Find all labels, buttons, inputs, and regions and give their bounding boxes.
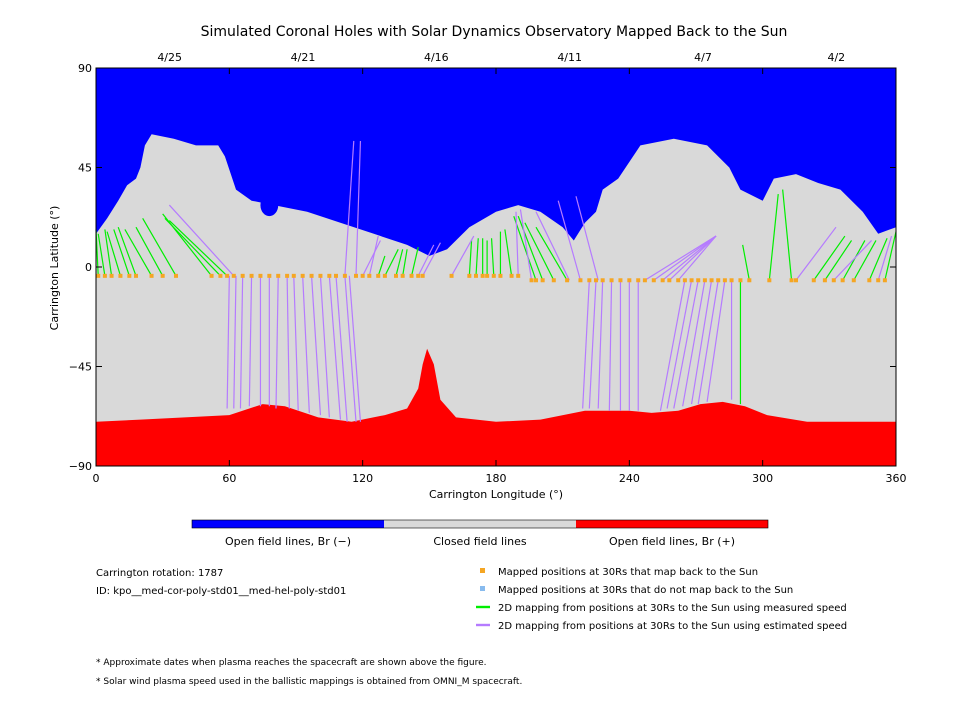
mapped-position-point (594, 278, 598, 282)
footnote-dates: * Approximate dates when plasma reaches the spacecraft are shown above the figure. (96, 658, 487, 668)
date-label: 4/21 (290, 51, 316, 64)
mapped-position-point (587, 278, 591, 282)
mapped-position-point (541, 278, 545, 282)
mapped-position-point (683, 278, 687, 282)
mapped-position-point (118, 274, 122, 278)
mapped-position-point (474, 274, 478, 278)
mapped-position-point (258, 274, 262, 278)
x-axis-label: Carrington Longitude (°) (428, 488, 564, 501)
mapped-position-point (516, 274, 520, 278)
mapped-position-point (285, 274, 289, 278)
colorbar-segment (384, 520, 576, 528)
mapped-position-point (565, 278, 569, 282)
y-tick-label: −45 (68, 360, 92, 374)
mapped-position-point (481, 274, 485, 278)
legend-marker (480, 568, 485, 573)
x-tick-label: 60 (222, 472, 237, 485)
y-tick-label: 45 (78, 161, 92, 175)
x-tick-label: 360 (885, 472, 907, 485)
mapped-position-point (823, 278, 827, 282)
mapped-position-point (361, 274, 365, 278)
mapped-position-point (161, 274, 165, 278)
legend-label: Mapped positions at 30Rs that do not map back to the Sun (498, 585, 794, 596)
mapped-position-point (250, 274, 254, 278)
mapped-position-point (643, 278, 647, 282)
x-tick-label: 240 (618, 472, 640, 485)
mapped-position-point (552, 278, 556, 282)
mapped-position-point (618, 278, 622, 282)
mapped-position-point (127, 274, 131, 278)
x-tick-label: 0 (92, 472, 100, 485)
x-tick-label: 300 (752, 472, 774, 485)
mapped-position-point (676, 278, 680, 282)
mapped-position-point (383, 274, 387, 278)
y-tick-label: 90 (78, 62, 92, 75)
date-label: 4/11 (557, 51, 583, 64)
mapped-position-point (241, 274, 245, 278)
colorbar-segment (576, 520, 768, 528)
mapped-position-point (738, 278, 742, 282)
colorbar-label: Closed field lines (433, 535, 527, 548)
mapped-position-point (767, 278, 771, 282)
mapped-position-point (110, 274, 114, 278)
mapped-position-point (852, 278, 856, 282)
mapped-position-point (467, 274, 471, 278)
mapped-position-point (716, 278, 720, 282)
mapped-position-point (534, 278, 538, 282)
mapped-position-point (636, 278, 640, 282)
legend (476, 567, 847, 632)
date-label: 4/25 (157, 51, 183, 64)
y-axis-label: Carrington Latitude (°) (48, 205, 61, 331)
mapped-position-point (696, 278, 700, 282)
mapped-position-point (218, 274, 222, 278)
mapped-position-point (410, 274, 414, 278)
mapped-position-point (530, 278, 534, 282)
legend-marker (480, 586, 485, 591)
mapped-position-point (841, 278, 845, 282)
mapped-position-point (794, 278, 798, 282)
x-tick-label: 180 (485, 472, 507, 485)
mapped-position-point (343, 274, 347, 278)
mapped-position-point (661, 278, 665, 282)
legend-label: 2D mapping from positions at 30Rs to the Sun using measured speed (498, 603, 847, 614)
mapped-position-point (301, 274, 305, 278)
mapped-position-point (498, 274, 502, 278)
colorbar-segment (192, 520, 384, 528)
mapped-position-point (652, 278, 656, 282)
mapped-position-point (710, 278, 714, 282)
carrington-rotation: Carrington rotation: 1787 (96, 568, 224, 579)
mapped-position-point (134, 274, 138, 278)
mapped-position-point (450, 274, 454, 278)
mapped-position-point (703, 278, 707, 282)
mapped-position-point (225, 274, 229, 278)
mapped-position-point (416, 274, 420, 278)
mapped-position-point (292, 274, 296, 278)
legend-label: 2D mapping from positions at 30Rs to the Sun using estimated speed (498, 621, 848, 632)
mapped-position-point (367, 274, 371, 278)
plot-area (96, 68, 896, 466)
mapped-position-point (730, 278, 734, 282)
model-id: ID: kpo__med-cor-poly-std01__med-hel-poly-std01 (96, 586, 347, 597)
x-tick-label: 120 (352, 472, 374, 485)
mapped-position-point (627, 278, 631, 282)
mapped-position-point (876, 278, 880, 282)
mapped-position-point (327, 274, 331, 278)
y-tick-label: −90 (68, 460, 92, 473)
footnote-speed: * Solar wind plasma speed used in the ballistic mappings is obtained from OMNI_M spacecraft. (96, 677, 523, 687)
mapped-position-point (96, 274, 100, 278)
mapped-position-point (210, 274, 214, 278)
mapped-position-point (690, 278, 694, 282)
mapped-position-point (492, 274, 496, 278)
mapped-position-point (610, 278, 614, 282)
mapped-position-point (790, 278, 794, 282)
mapped-position-point (174, 274, 178, 278)
mapped-position-point (578, 278, 582, 282)
coronal-hole (260, 194, 278, 216)
mapped-position-point (103, 274, 107, 278)
mapped-position-point (723, 278, 727, 282)
y-tick-label: 0 (85, 261, 92, 274)
mapped-position-point (832, 278, 836, 282)
colorbar-label: Open field lines, Br (−) (224, 535, 352, 548)
mapped-position-point (883, 278, 887, 282)
mapped-position-point (276, 274, 280, 278)
mapped-position-point (318, 274, 322, 278)
mapped-position-point (421, 274, 425, 278)
mapped-position-point (812, 278, 816, 282)
mapped-position-point (334, 274, 338, 278)
mapped-position-point (601, 278, 605, 282)
mapped-position-point (310, 274, 314, 278)
colorbar-label: Open field lines, Br (+) (608, 535, 736, 548)
mapped-position-point (747, 278, 751, 282)
date-label: 4/16 (423, 51, 449, 64)
mapped-position-point (232, 274, 236, 278)
legend-label: Mapped positions at 30Rs that map back to the Sun (498, 567, 759, 578)
mapped-position-point (510, 274, 514, 278)
date-label: 4/2 (827, 51, 846, 64)
mapped-position-point (267, 274, 271, 278)
mapped-position-point (376, 274, 380, 278)
date-label: 4/7 (694, 51, 712, 64)
mapped-position-point (867, 278, 871, 282)
chart-title: Simulated Coronal Holes with Solar Dynamics Observatory Mapped Back to the Sun (200, 24, 788, 40)
mapped-position-point (354, 274, 358, 278)
mapped-position-point (401, 274, 405, 278)
mapped-position-point (667, 278, 671, 282)
colorbar (192, 520, 768, 548)
mapped-position-point (394, 274, 398, 278)
mapped-position-point (485, 274, 489, 278)
coronal-hole (869, 176, 887, 189)
mapped-position-point (150, 274, 154, 278)
